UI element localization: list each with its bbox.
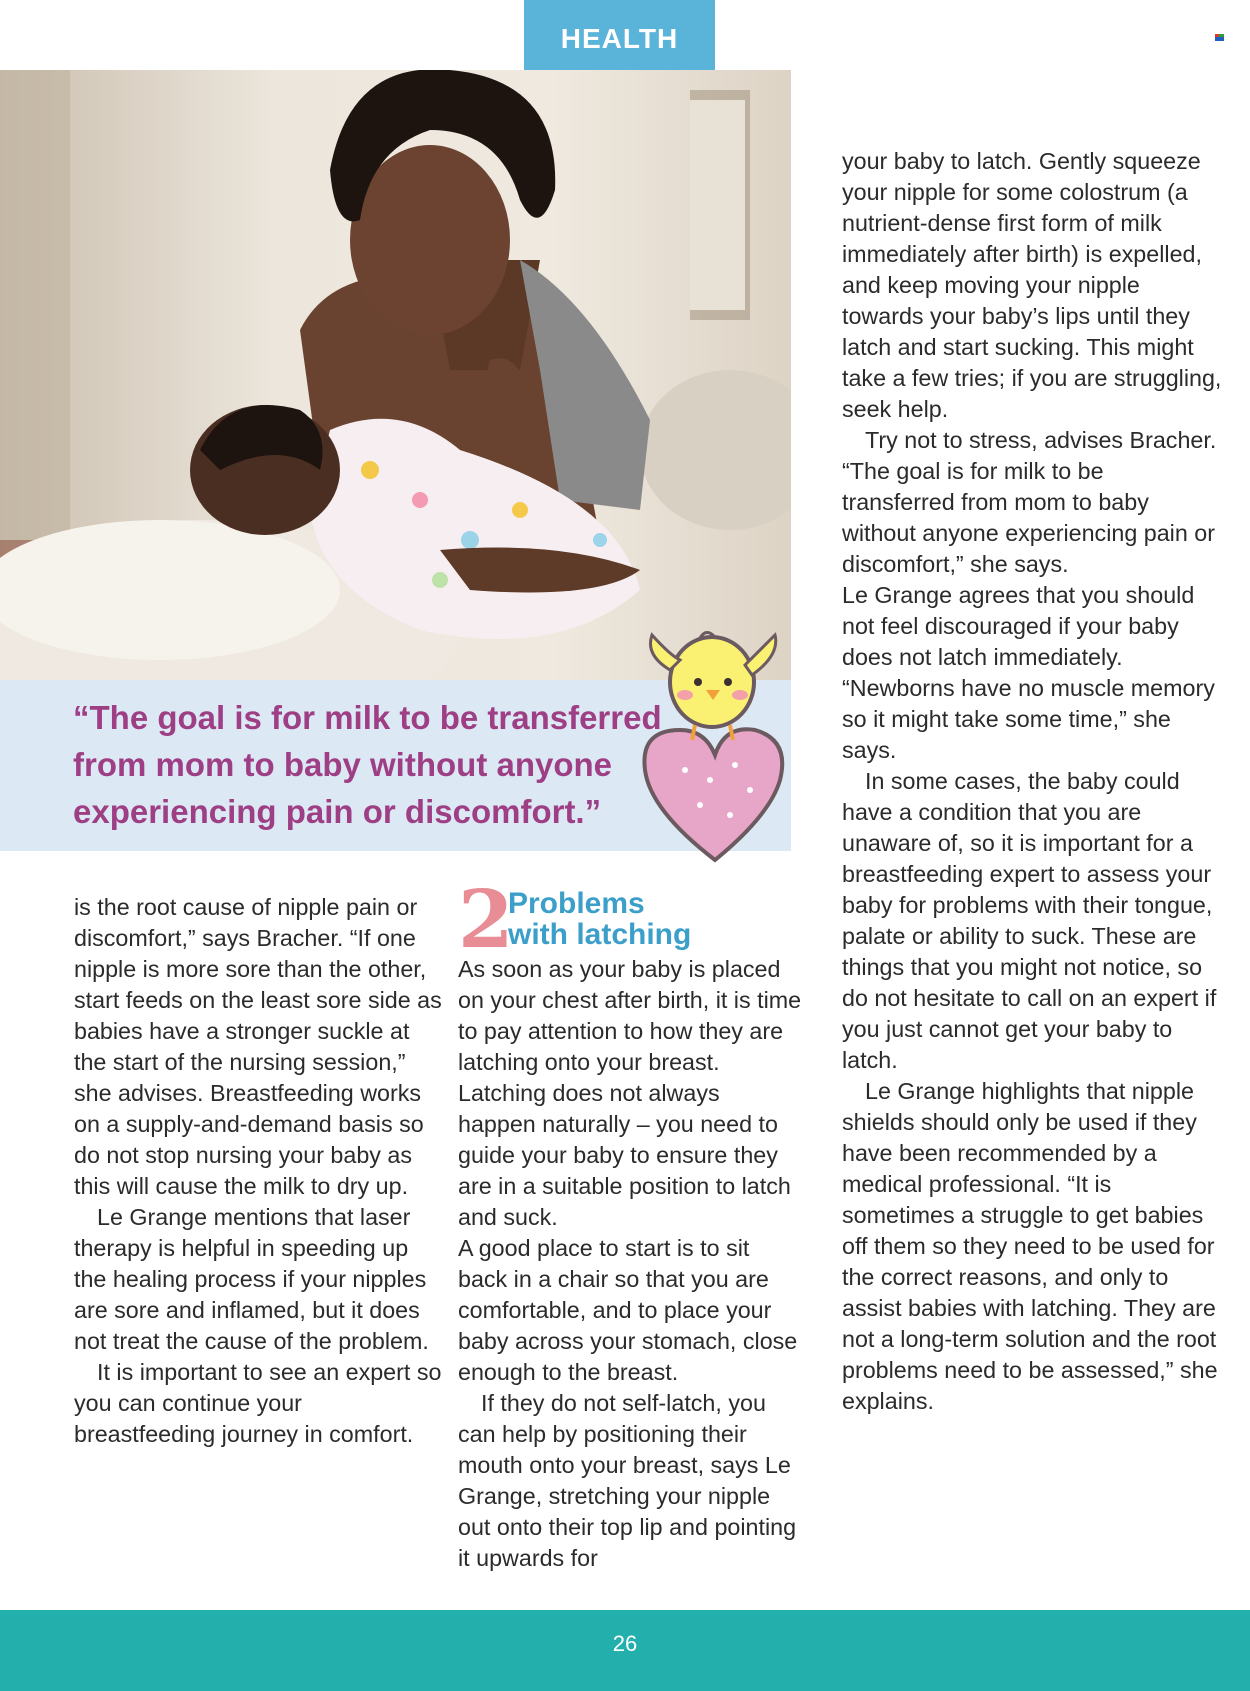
page-number: 26	[612, 1631, 638, 1656]
article-column-1	[74, 892, 444, 1450]
paragraph: A good place to start is to sit back in a chair so that you are comfortable, and to place your baby across your stomach, close enough to the breast.	[458, 1235, 798, 1385]
chick-on-heart-illustration	[640, 630, 790, 870]
article-column-3	[842, 146, 1222, 1417]
paragraph: your baby to latch. Gently squeeze your nipple for some colostrum (a nutrient-dense first form of milk immediately after birth) is expelled, and keep moving your nipple towards your baby’s lips until they latch and start sucking. This might take a few tries; if you are struggling, seek help.	[842, 148, 1222, 422]
section-tab: HEALTH	[524, 0, 715, 73]
section-heading	[458, 872, 788, 966]
section-title	[508, 888, 691, 950]
paragraph: It is important to see an expert so you can continue your breastfeeding journey in comfort.	[74, 1359, 442, 1447]
pull-quote: “The goal is for milk to be transferred from mom to baby without anyone experiencing pain or discomfort.”	[73, 699, 662, 830]
paragraph: As soon as your baby is placed on your chest after birth, it is time to pay attention to how they are latching onto your breast. Latching does not always happen naturally – you need to guide your baby to ensure they are in a suitable position to latch and suck.	[458, 956, 802, 1230]
paragraph: Le Grange agrees that you should not feel discouraged if your baby does not latch immediately. “Newborns have no muscle memory so it might take some time,” she says.	[842, 582, 1215, 763]
paragraph: is the root cause of nipple pain or discomfort,” says Bracher. “If one nipple is more sore than the other, start feeds on the least sore side as babies have a stronger suckle at the start of the nursing session,” she advises. Breastfeeding works on a supply-and-demand basis so do not stop nursing your baby as this will cause the milk to dry up.	[74, 894, 442, 1199]
paragraph: If they do not self-latch, you can help by positioning their mouth onto your breast, says Le Grange, stretching your nipple out onto their top lip and pointing it upwards for	[458, 1390, 797, 1571]
article-column-2	[458, 954, 803, 1574]
paragraph: Try not to stress, advises Bracher. “The goal is for milk to be transferred from mom to baby without anyone experiencing pain or discomfort,” she says.	[842, 427, 1217, 577]
paragraph: Le Grange mentions that laser therapy is helpful in speeding up the healing process if your nipples are sore and inflamed, but it does not treat the cause of the problem.	[74, 1204, 429, 1354]
section-title-line-1: Problems	[508, 887, 645, 920]
section-title-line-2: with latching	[508, 918, 692, 951]
mother-breastfeeding-photo	[0, 70, 791, 680]
corner-color-mark	[1215, 34, 1224, 41]
paragraph: Le Grange highlights that nipple shields should only be used if they have been recommended by a medical professional. “It is sometimes a struggle to get babies off them so they need to be used for the correct reasons, and only to assist babies with latching. They are not a long-term solution and the root problems need to be assessed,” she explains.	[842, 1078, 1218, 1414]
section-number: 2	[458, 872, 514, 966]
paragraph: In some cases, the baby could have a condition that you are unaware of, so it is important for a breastfeeding expert to assess your baby for problems with their tongue, palate or ability to suck. These are things that you might not notice, so do not hesitate to call on an expert if you just cannot get your baby to latch.	[842, 768, 1217, 1073]
